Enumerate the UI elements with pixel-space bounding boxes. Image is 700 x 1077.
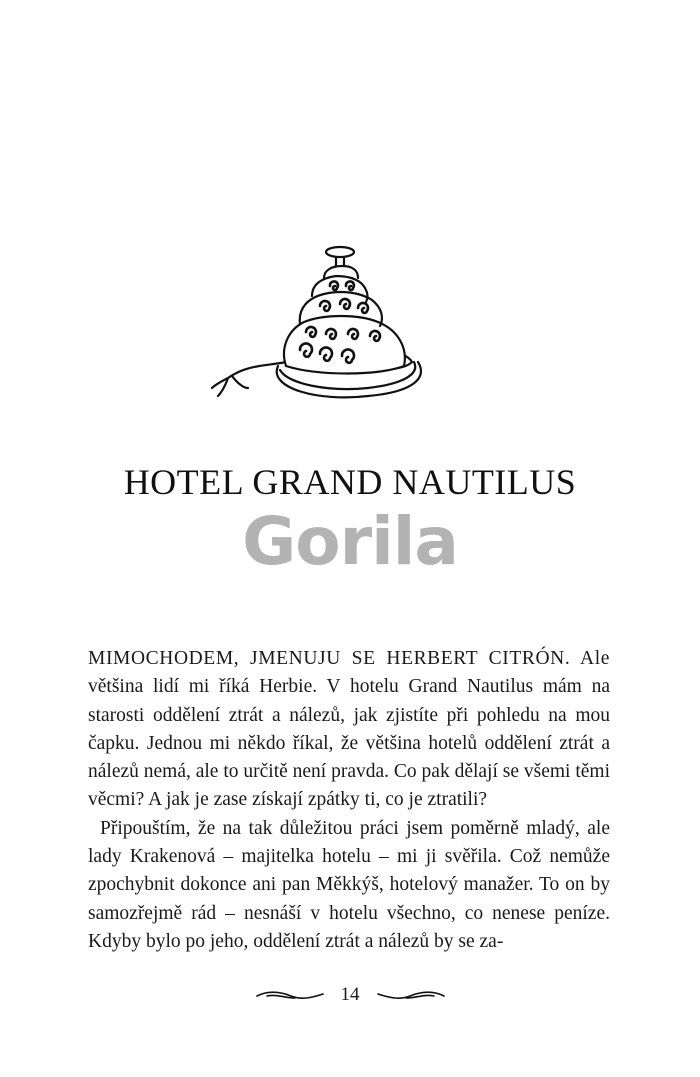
- swash-ornament-icon: [376, 988, 446, 1002]
- chapter-title: HOTEL GRAND NAUTILUS: [123, 462, 577, 502]
- page-number: 14: [340, 984, 360, 1005]
- page-footer: [0, 984, 700, 1006]
- body-text: [88, 645, 610, 956]
- paragraph: MIMOCHODEM, JMENUJU SE HERBERT CITRÓN. Ale většina lidí mi říká Herbie. V hotelu Grand Nautilus mám na starosti oddělení ztrát a nálezů, jak zjistíte při pohledu na mou čapku. Jednou mi někdo říkal, že většina hotelů oddělení ztrát a nálezů nemá, ale to určitě není pravda. Co pak dělají se všemi těmi věcmi? A jak je zase získají zpátky ti, co je ztratili?: [88, 648, 610, 811]
- publisher-watermark: Gorila: [242, 503, 458, 580]
- swash-ornament-icon: [255, 988, 325, 1002]
- hotel-bell-illustration: [208, 238, 440, 408]
- hotel-bell-with-eye-icon: [208, 238, 440, 408]
- paragraph: Připouštím, že na tak důležitou práci jsem poměrně mladý, ale lady Krakenová – majitelka hotelu – mi ji svěřila. Což nemůže zpochybnit dokonce ani pan Měkkýš, hotelový manažer. To on by samozřejmě rád – nesnáší v hotelu všechno, co nenese peníze. Kdyby bylo po jeho, oddělení ztrát a nálezů by se za-: [88, 817, 610, 952]
